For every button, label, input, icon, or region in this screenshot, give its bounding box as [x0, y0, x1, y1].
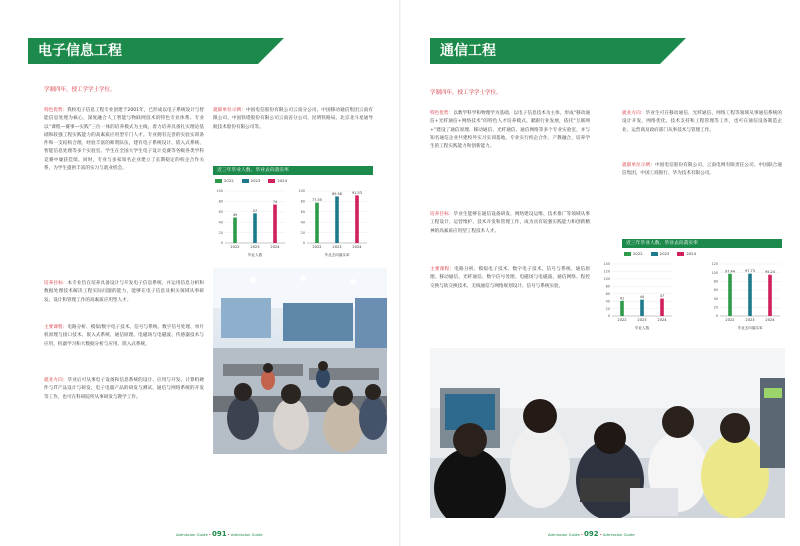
goal-paragraph: 培养目标：毕业生能够在通信设备研发、网络建设运维、技术推广等领域从事工程设计、运营维护、技术开发和管理工作，成为具有较强实践能力和创新精神的高素质应用型工程技术人才。 [430, 212, 590, 234]
y-tick-label: 40 [605, 299, 610, 304]
legend-item: 2024 [268, 178, 287, 183]
x-tick-label: 2022 [312, 245, 322, 249]
cases-paragraph: 就职单位示例：中国电信股份有限公司、云南电网有限责任公司、中国联合通信集团、中国工商银行、华为技术有限公司。 [622, 163, 782, 177]
y-tick-label: 80 [300, 199, 305, 204]
features-label: 特色优势： [430, 111, 454, 116]
cases-paragraph: 就职单位示例：中国电信股份有限公司云南分公司、中国移动通信集团云南有限公司、中国铁塔股份有限公司云南省分公司、昆明铁路局、北京北斗星通导航技术股份有限公司等。 [213, 108, 373, 130]
bar-2024 [355, 195, 359, 243]
courses-paragraph: 主要课程：电路分析、模拟/数字电子技术、信号与系统、数字信号处理、单片机原理与接口技术、嵌入式系统、通信原理、电磁场与电磁波、传感器技术与应用、机器学习和大数据分析与应用、嵌入式系统。 [44, 325, 204, 347]
cases-label: 就职单位示例： [622, 163, 655, 168]
subtitle: 学制四年，授工学学士学位。 [430, 90, 502, 96]
x-tick-label: 2023 [745, 318, 755, 322]
data-label: 41 [619, 296, 625, 301]
legend-item: 2023 [651, 251, 670, 256]
x-axis-label: 毕业去向落实率 [737, 326, 763, 330]
y-tick-label: 100 [711, 270, 718, 275]
bar-2024 [768, 275, 772, 316]
x-axis-label: 毕业人数 [634, 326, 650, 330]
legend-item: 2022 [215, 178, 234, 183]
subtitle: 学制四年，授工学学士学位。 [44, 87, 116, 93]
bar-2024 [660, 299, 664, 316]
right-page [400, 0, 800, 546]
page-title: 通信工程 [430, 38, 660, 64]
career-label: 就业方向： [622, 111, 646, 116]
cases-label: 就职单位示例： [213, 108, 246, 113]
bar-2023 [335, 196, 339, 243]
chart-title: 近三年毕业人数、毕业去向落实率 [213, 166, 373, 175]
y-tick-label: 120 [711, 262, 718, 267]
features-paragraph: 特色优势：我校电子信息工程专业创建于2001年，已形成以电子系统设计与智能信息处理为核心、深度融合人工智能与物联网技术的特色专业体系。专业以“课程—赛事—实践”三位一体的培养模式为主线，着力培养具备扎实理论基础和较强工程实践能力的高素质应用型专门人才。专业拥有完善的实验实训条件和一支结构合理、经验丰富的师资队伍，建有电子系统设计、嵌入式系统、智能信息处理等多个实验室。学生在全国大学生电子设计竞赛等各级各类学科竞赛中屡获佳绩。同时，专业与多家知名企业建立了长期稳定的校企合作关系，为学生提供丰富的实习与就业机会。 [44, 108, 204, 172]
chart-title: 近三年毕业人数、毕业去向落实率 [622, 239, 782, 248]
y-tick-label: 20 [713, 305, 718, 310]
x-tick-label: 2022 [230, 245, 240, 249]
legend-item: 2024 [677, 251, 696, 256]
y-tick-label: 80 [218, 199, 223, 204]
courses-paragraph: 主要课程：电路分析、模拟电子技术、数字电子技术、信号与系统、通信原理、移动通信、光纤通信、数字信号处理、电磁场与电磁波、通信网络、程控交换与软交换技术、无线通信与网络规划设计、信号与系统实验。 [430, 267, 590, 289]
bar-chart [600, 258, 674, 332]
chart-panel-left-1 [295, 185, 369, 259]
x-tick-label: 2023 [637, 318, 647, 322]
bar-chart [295, 185, 369, 259]
y-tick-label: 60 [605, 291, 610, 296]
x-axis-label: 毕业人数 [247, 253, 263, 257]
y-tick-label: 0 [607, 314, 610, 319]
y-tick-label: 60 [218, 210, 223, 214]
y-tick-label: 40 [713, 296, 718, 301]
y-tick-label: 20 [605, 306, 610, 311]
goal-label: 培养目标： [430, 212, 454, 217]
courses-label: 主要课程： [430, 267, 455, 272]
data-label: 91.53 [352, 190, 362, 195]
bar-2022 [233, 218, 237, 243]
page-footer: Admission Guide • 091 • Admission Guide [176, 530, 263, 538]
y-tick-label: 60 [713, 288, 718, 293]
data-label: 74 [272, 200, 278, 205]
bar-2022 [315, 203, 319, 243]
y-tick-label: 0 [715, 314, 718, 319]
page-number: 092 [584, 530, 599, 538]
y-tick-label: 60 [300, 210, 305, 214]
y-tick-label: 100 [216, 189, 223, 194]
features-label: 特色优势： [44, 108, 68, 113]
y-tick-label: 40 [300, 220, 305, 225]
left-chart [213, 166, 373, 261]
data-label: 77.55 [312, 198, 322, 203]
y-tick-label: 20 [300, 230, 305, 235]
bar-chart [708, 258, 782, 332]
career-paragraph: 就业方向：毕业生可在移动通信、光纤通信、网络工程等领域从事通信系统的设计开发、网络优化、技术支持和工程管理等工作，也可在通信设备制造企业、运营商及政府部门从事技术与管理工作。 [622, 111, 782, 133]
y-tick-label: 120 [603, 269, 610, 274]
y-tick-label: 80 [605, 284, 610, 289]
bar-2023 [640, 300, 644, 316]
data-label: 97.44 [725, 269, 735, 274]
lab-photo [430, 348, 785, 518]
y-tick-label: 140 [603, 262, 610, 267]
y-tick-label: 100 [603, 277, 610, 282]
courses-label: 主要课程： [44, 325, 68, 330]
features-paragraph: 特色优势：以数学科学和物理学为基础、以电子信息技术为主体，形成“移动通信+光纤通信+网络技术”的特色人才培养模式。紧跟行业发展，依托“互联网+”建设了通信原理、移动通信、光纤通信、通信网络等多个专业实验室，并与知名通信企业共建校外实习实训基地。专业实行校企合作、产教融合，培养学生的工程实践能力和创新能力。 [430, 111, 590, 150]
x-tick-label: 2024 [765, 318, 775, 322]
page-number: 091 [212, 530, 227, 538]
chart-panel-right-1 [708, 258, 782, 332]
x-tick-label: 2023 [250, 245, 260, 249]
page-title: 电子信息工程 [28, 38, 258, 64]
data-label: 57 [252, 208, 258, 213]
career-paragraph: 就业方向：毕业后可从事电子设备和信息系统的设计、应用与开发、计算机硬件与IT产品设计与研发、电子电器产品的研发与测试、通信与网络系统的开发等工作，也可在科研院所从事研发与教学工作。 [44, 378, 204, 400]
career-label: 就业方向： [44, 378, 68, 383]
bar-2022 [620, 301, 624, 316]
x-tick-label: 2024 [270, 245, 280, 249]
x-axis-label: 毕业去向落实率 [324, 253, 350, 257]
right-chart [603, 239, 782, 334]
data-label: 89.56 [332, 191, 342, 196]
bar-chart [213, 185, 287, 259]
bar-2022 [728, 274, 732, 316]
y-tick-label: 100 [298, 189, 305, 194]
x-tick-label: 2024 [657, 318, 667, 322]
legend-item: 2022 [624, 251, 643, 256]
chart-panel-right-0 [600, 258, 674, 332]
y-tick-label: 0 [220, 241, 223, 246]
data-label: 97.73 [745, 269, 755, 274]
y-tick-label: 40 [218, 220, 223, 225]
goal-paragraph: 培养目标：本专业旨在培养具备设计与开发电子信息系统、并运用信息分析和数据处理技术解决工程实际问题的能力，能够在电子信息及相关领域从事研发、设计和管理工作的高素质应用型人才。 [44, 281, 204, 303]
bar-2023 [253, 213, 257, 243]
x-tick-label: 2022 [617, 318, 627, 322]
bar-2024 [273, 205, 277, 243]
chart-panel-left-0 [213, 185, 287, 259]
x-tick-label: 2024 [352, 245, 362, 249]
y-tick-label: 0 [302, 241, 305, 246]
x-tick-label: 2023 [332, 245, 342, 249]
bar-2023 [748, 274, 752, 316]
page-footer: Admission Guide • 092 • Admission Guide [548, 530, 635, 538]
goal-label: 培养目标： [44, 281, 68, 286]
y-tick-label: 80 [713, 279, 718, 284]
y-tick-label: 20 [218, 230, 223, 235]
classroom-photo [213, 268, 387, 454]
legend-item: 2023 [242, 178, 261, 183]
data-label: 95.24 [765, 270, 775, 275]
data-label: 47 [659, 294, 665, 299]
data-label: 49 [232, 213, 238, 218]
data-label: 44 [639, 295, 645, 300]
x-tick-label: 2022 [725, 318, 735, 322]
